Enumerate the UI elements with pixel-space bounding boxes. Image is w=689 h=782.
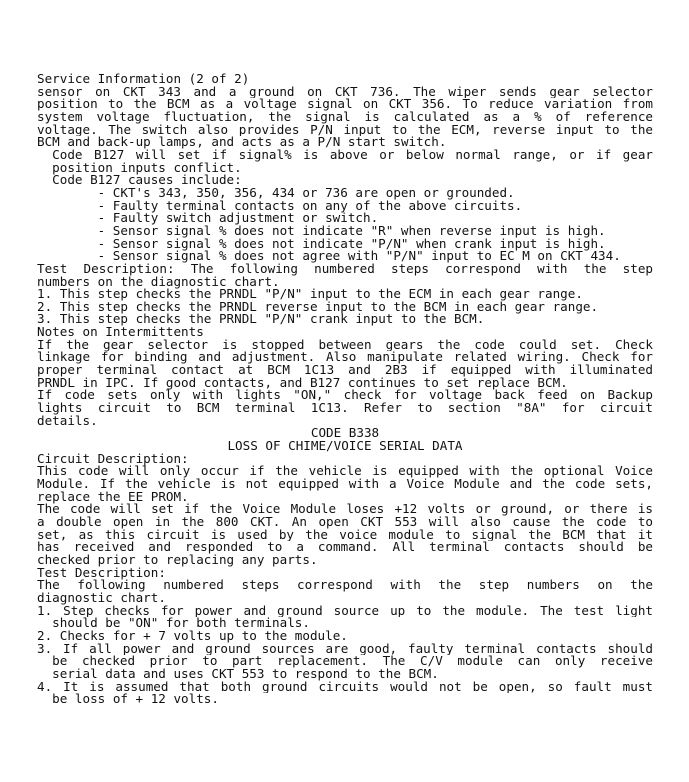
text-line: If the gear selector is stopped between gears the code could set. Check xyxy=(37,338,653,352)
section-heading: CODE B338 xyxy=(310,425,380,441)
text-line: This code will only occur if the vehicle is equipped with the optional Voice xyxy=(37,465,653,478)
section-heading: LOSS OF CHIME/VOICE SERIAL DATA xyxy=(227,438,463,454)
text-line: position inputs conflict. xyxy=(52,159,242,175)
text-line: The code will set if the Voice Module loses +12 volts or ground, or there is xyxy=(37,503,653,516)
text-line: Circuit Description: xyxy=(37,450,189,466)
text-line: Code B127 causes include: xyxy=(52,172,242,188)
text-line: - Sensor signal % does not indicate "P/N" when crank input is high. xyxy=(97,235,606,251)
text-line: 1. This step checks the PRNDL "P/N" input to the ECM in each gear range. xyxy=(37,286,583,302)
text-line: system voltage fluctuation, the signal is calculated as a % of reference xyxy=(37,110,653,124)
text-line: diagnostic chart. xyxy=(37,589,166,605)
text-line: voltage. The switch also provides P/N input to the ECM, reverse input to the xyxy=(37,123,653,137)
text-line: BCM and back-up lamps, and acts as a P/N start switch. xyxy=(37,134,447,150)
text-line: Test Description: The following numbered steps correspond with the step xyxy=(37,262,653,276)
text-line: 4. It is assumed that both ground circuits would not be open, so fault must xyxy=(37,680,653,694)
text-line: PRNDL in IPC. If good contacts, and B127 continues to set replace BCM. xyxy=(37,374,568,390)
text-line: If code sets only with lights "ON," check for voltage back feed on Backup xyxy=(37,389,653,403)
text-line: should be "ON" for both terminals. xyxy=(52,615,310,631)
text-line: replace the EE PROM. xyxy=(37,488,189,504)
text-line: - Faulty switch adjustment or switch. xyxy=(97,210,379,226)
service-document xyxy=(37,73,653,706)
text-line: The following numbered steps correspond with the step numbers on the xyxy=(37,579,653,592)
text-line: numbers on the diagnostic chart. xyxy=(37,273,280,289)
text-line: - Sensor signal % does not agree with "P/N" input to EC M on CKT 434. xyxy=(97,248,621,264)
text-line: 2. This step checks the PRNDL reverse input to the BCM in each gear range. xyxy=(37,298,599,314)
text-line: linkage for binding and adjustment. Also manipulate related wiring. Check for xyxy=(37,351,653,365)
text-line: details. xyxy=(37,412,98,428)
text-line: 3. This step checks the PRNDL "P/N" crank input to the BCM. xyxy=(37,311,485,327)
text-line: position to the BCM as a voltage signal on CKT 356. To reduce variation from xyxy=(37,98,653,111)
text-line: Test Description: xyxy=(37,564,166,580)
text-line: - Sensor signal % does not indicate "R" when reverse input is high. xyxy=(97,222,606,238)
text-line: Service Information (2 of 2) xyxy=(37,71,250,86)
text-line: - CKT's 343, 350, 356, 434 or 736 are open or grounded. xyxy=(97,184,515,200)
text-line: proper terminal contact at BCM 1C13 and 2B3 if equipped with illuminated xyxy=(37,364,653,377)
text-line: be loss of + 12 volts. xyxy=(52,691,219,707)
text-line: lights circuit to BCM terminal 1C13. Refer to section "8A" for circuit xyxy=(37,402,653,415)
text-line: Code B127 will set if signal% is above or below normal range, or if gear xyxy=(52,148,653,162)
text-line: 2. Checks for + 7 volts up to the module. xyxy=(37,627,348,643)
text-line: 3. If all power and ground sources are good, faulty terminal contacts should xyxy=(37,642,653,656)
text-line: - Faulty terminal contacts on any of the above circuits. xyxy=(97,197,523,213)
text-line: 1. Step checks for power and ground source up to the module. The test light xyxy=(37,604,653,618)
text-line: Module. If the vehicle is not equipped with a Voice Module and the code sets, xyxy=(37,478,653,491)
text-line: be checked prior to part replacement. The C/V module can only receive xyxy=(52,655,653,668)
text-line: a double open in the 800 CKT. An open CKT 553 will also cause the code to xyxy=(37,515,653,529)
text-line: set, as this circuit is used by the voice module to signal the BCM that it xyxy=(37,528,653,542)
text-line: has received and responded to a command. All terminal contacts should be xyxy=(37,541,653,554)
text-line: Notes on Intermittents xyxy=(37,324,204,340)
text-line: checked prior to replacing any parts. xyxy=(37,551,318,567)
text-line: sensor on CKT 343 and a ground on CKT 736. The wiper sends gear selector xyxy=(37,85,653,99)
text-line: serial data and uses CKT 553 to respond to the BCM. xyxy=(52,665,439,681)
